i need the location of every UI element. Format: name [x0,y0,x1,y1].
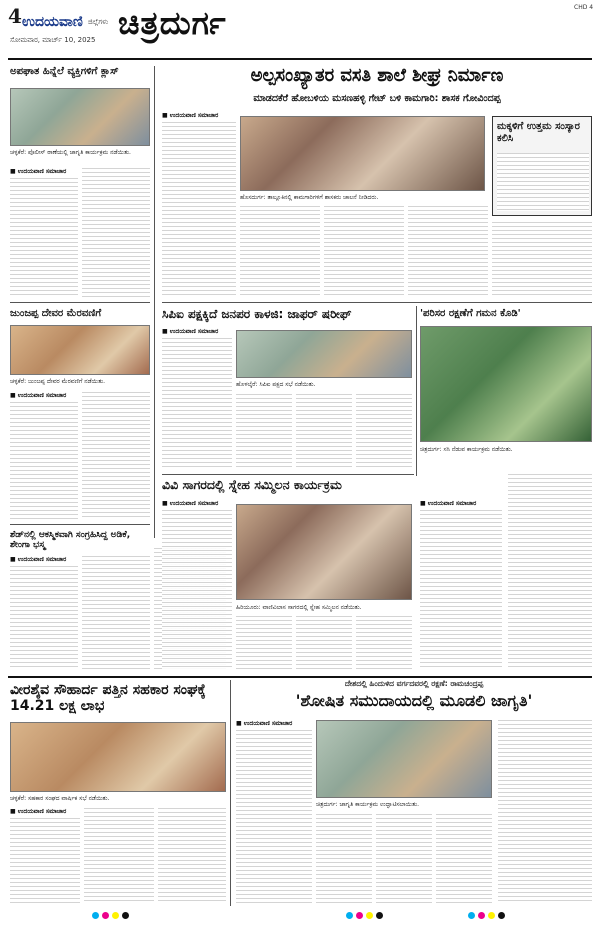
story2-text-col2 [240,206,320,298]
registration-dot [366,912,373,919]
story5-text-col2 [236,394,292,470]
story1-headline: ಅಪಘಾತ ಹಿನ್ನೆಲೆ ವ್ಯಕ್ತಿಗಳಿಗೆ ಕ್ಲಾಸ್ [10,66,119,77]
story8-headline: ಶೆಡ್‌ನಲ್ಲಿ ಆಕಸ್ಮಿಕವಾಗಿ ಸಂಗ್ರಹಿಸಿದ್ದ ಅಡಿಕೆ, ಶೇಂಗಾ ಭಸ್ಮ [10,530,131,551]
story9-headline: ವೀರಶೈವ ಸೌಹಾರ್ದ ಪತ್ತಿನ ಸಹಕಾರ ಸಂಘಕ್ಕೆ 14.21 ಲಕ್ಷ ಲಾಭ [10,682,206,715]
story5-byline: ■ ಉದಯವಾಣಿ ಸಮಾಚಾರ [162,328,219,335]
column-separator [154,66,155,538]
story10-text-col1 [236,730,312,904]
divider [162,474,414,475]
story1-photo [10,88,150,146]
story1-caption: ಚಳ್ಳಕೆರೆ: ಪೊಲೀಸ್ ಠಾಣೆಯಲ್ಲಿ ಜಾಗೃತಿ ಕಾರ್ಯಕ್ರಮ ನಡೆಯಿತು. [10,149,131,156]
story4-headline: ಜುಂಜಪ್ಪ ದೇವರ ಮೆರವಣಿಗೆ [10,308,102,319]
divider [10,524,150,525]
story3-box [492,116,592,216]
story7-headline: ವಿವಿ ಸಾಗರದಲ್ಲಿ ಸ್ನೇಹ ಸಮ್ಮಿಲನ ಕಾರ್ಯಕ್ರಮ [162,477,342,492]
section-title: ಚಿತ್ರದುರ್ಗ [118,4,227,42]
story5-caption: ಹೊಳಲ್ಕೆರೆ: ಸಿಪಿಐ ಪಕ್ಷದ ಸಭೆ ನಡೆಯಿತು. [236,381,316,388]
story2-photo [240,116,485,191]
story5-text-col3 [296,394,352,470]
story3-headline: ಮಕ್ಕಳಿಗೆ ಉತ್ತಮ ಸಂಸ್ಕಾರ ಕಲಿಸಿ [497,121,580,144]
story10-text-col4 [436,814,492,904]
registration-marks-center [346,912,383,919]
story9-text-col3 [158,808,226,904]
column-separator [230,680,231,906]
story3-text [497,153,589,211]
story2-text-col1 [162,122,236,298]
story5-photo [236,330,412,378]
story8-byline: ■ ಉದಯವಾಣಿ ಸಮಾಚಾರ [10,556,67,563]
story4-photo [10,325,150,375]
story7-photo [236,504,412,600]
date-line: ಸೋಮವಾರ, ಮಾರ್ಚ್ 10, 2025 [10,36,96,44]
story8-text-col2 [82,556,150,670]
masthead-rule [8,58,592,60]
registration-marks-right [468,912,505,919]
story10-text-col2 [316,814,372,904]
story7-text-col1 [162,510,232,670]
story3-text-continued [492,222,592,298]
story10-text-col3 [376,814,432,904]
story2-byline: ■ ಉದಯವಾಣಿ ಸಮಾಚಾರ [162,112,219,119]
story1-byline: ■ ಉದಯವಾಣಿ ಸಮಾಚಾರ [10,168,67,175]
story7-text-col4 [356,616,412,670]
registration-dot [112,912,119,919]
registration-dot [346,912,353,919]
story9-byline: ■ ಉದಯವಾಣಿ ಸಮಾಚಾರ [10,808,67,815]
story10-kicker: ದೇಶದಲ್ಲಿ ಹಿಂದುಳಿದ ವರ್ಗದವರಲ್ಲಿ ರಕ್ಷಣೆ: ರಾಮಚಂದ್ರಪ್ಪ [344,679,484,688]
story2-subhead: ಮಾಡದಕೆರೆ ಹೋಬಳಿಯ ಮಸಣಹಳ್ಳಿ ಗೇಟ್ ಬಳಿ ಕಾಮಗಾರಿ: ಶಾಸಕ ಗೋವಿಂದಪ್ಪ [253,93,501,104]
registration-dot [102,912,109,919]
column-separator [416,306,417,476]
story5-text-col1 [162,338,232,470]
story8-text-col1 [10,566,78,670]
story2-caption: ಹೊಸದುರ್ಗ: ತಾಲ್ಲೂಕಿನಲ್ಲಿ ಕಾಮಗಾರಿಗಳಿಗೆ ಶಾಸಕರು ಚಾಲನೆ ನೀಡಿದರು. [240,194,379,201]
story6-photo [420,326,592,442]
story6-caption: ಚಿತ್ರದುರ್ಗ: ಸಸಿ ನೆಡುವ ಕಾರ್ಯಕ್ರಮ ನಡೆಯಿತು. [420,446,513,453]
section-rule [8,676,592,678]
story1-text-col2 [82,168,150,298]
page-number: 4 [8,4,22,28]
paper-name: ಉದಯವಾಣಿ [22,14,83,30]
registration-dot [356,912,363,919]
divider [10,302,150,303]
registration-dot [122,912,129,919]
story10-headline: 'ಶೋಷಿತ ಸಮುದಾಯದಲ್ಲಿ ಮೂಡಲಿ ಜಾಗೃತಿ' [295,691,533,710]
story4-caption: ಚಳ್ಳಕೆರೆ: ಜುಂಜಪ್ಪ ದೇವರ ಮೆರವಣಿಗೆ ನಡೆಯಿತು. [10,378,106,385]
edition-code: CHD 4 [574,4,594,11]
story6-text-col1 [420,510,502,670]
story4-text-col1 [10,402,78,520]
story10-photo [316,720,492,798]
story6-byline: ■ ಉದಯವಾಣಿ ಸಮಾಚಾರ [420,500,477,507]
divider [162,302,592,303]
story10-caption: ಚಿತ್ರದುರ್ಗ: ಜಾಗೃತಿ ಕಾರ್ಯಕ್ರಮ ಉದ್ಘಾಟಿಸಲಾಯಿತು. [316,801,420,808]
story9-text-col2 [84,808,154,904]
story7-caption: ಹಿರಿಯೂರು: ವಾಣಿವಿಲಾಸ ಸಾಗರದಲ್ಲಿ ಸ್ನೇಹ ಸಮ್ಮಿಲನ ನಡೆಯಿತು. [236,604,362,611]
story7-text-col2 [236,616,292,670]
story10-text-col5 [498,720,592,904]
registration-dot [376,912,383,919]
registration-dot [468,912,475,919]
story6-text-col2 [508,474,592,670]
story7-text-col3 [296,616,352,670]
story9-text-col1 [10,818,80,904]
story6-headline: 'ಪರಿಸರ ರಕ್ಷಣೆಗೆ ಗಮನ ಕೊಡಿ' [420,308,521,319]
paper-tag: ಜಿಲ್ಲೆಗಳು [88,18,109,26]
story2-text-col3 [324,206,404,298]
story9-photo [10,722,226,792]
story5-text-col4 [356,394,412,470]
story5-headline: ಸಿಪಿಐ ಪಕ್ಷಕ್ಕಿದೆ ಜನಪರ ಕಾಳಜಿ: ಜಾಫರ್ ಷರೀಫ್ [162,307,352,321]
story4-byline: ■ ಉದಯವಾಣಿ ಸಮಾಚಾರ [10,392,67,399]
story4-text-col2 [82,392,150,520]
registration-dot [92,912,99,919]
story10-byline: ■ ಉದಯವಾಣಿ ಸಮಾಚಾರ [236,720,293,727]
registration-marks-left [92,912,129,919]
registration-dot [478,912,485,919]
story2-headline: ಅಲ್ಪಸಂಖ್ಯಾತರ ವಸತಿ ಶಾಲೆ ಶೀಘ್ರ ನಿರ್ಮಾಣ [250,65,504,86]
story1-text-col1 [10,178,78,298]
story9-caption: ಚಳ್ಳಕೆರೆ: ಸಹಕಾರ ಸಂಘದ ವಾರ್ಷಿಕ ಸಭೆ ನಡೆಯಿತು. [10,795,110,802]
registration-dot [498,912,505,919]
registration-dot [488,912,495,919]
story7-byline: ■ ಉದಯವಾಣಿ ಸಮಾಚಾರ [162,500,219,507]
story2-text-col4 [408,206,488,298]
